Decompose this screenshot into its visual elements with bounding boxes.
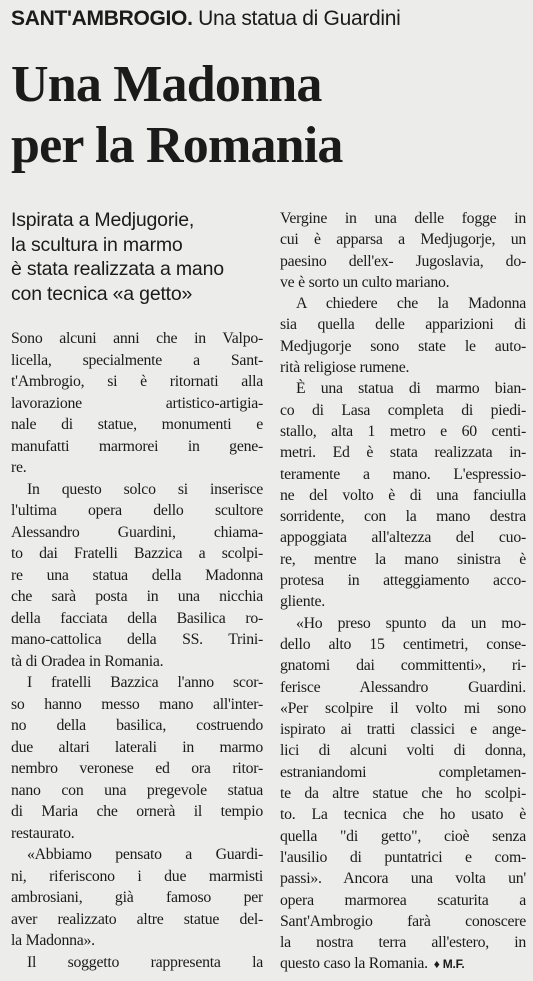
author-signature: ♦ M.F. [433,957,465,972]
text-line: gliente. [280,593,325,611]
text-line: to. La tecnica che ho usato è [280,806,526,824]
text-line: ve è sorto un culto mariano. [280,273,450,291]
text-line: «Per scolpire il volto mi sono [280,699,526,717]
text-line: l'ausilio di puntatrici e com- [280,848,526,866]
text-line: ambrosiani, già famoso per [11,889,263,906]
text-line: manufatti marmorei in gene- [11,437,263,455]
text-line: tà di Oradea in Romania. [11,652,164,670]
kicker [11,6,401,32]
subheading-line: con tecnica «a getto» [11,282,193,305]
text-line: l'ultima opera dello scultore [11,502,263,519]
text-line: appoggiata all'altezza del cuo- [280,529,526,547]
subheading-line: la scultura in marmo [11,233,183,256]
subheading [11,208,263,306]
text-line: restaurato. [11,824,75,842]
kicker-topic: Una statua di Guardini [198,7,401,30]
text-line: teramente a mano. L'espressio- [280,465,526,483]
text-line: la nostra terra all'estero, in [280,934,526,952]
headline-line: per la Romania [11,117,343,174]
text-line: questo caso la Romania. ♦ M.F. [280,955,465,973]
text-line: che sarà posta in una nicchia [11,588,263,605]
body-text-right [280,208,526,975]
text-line: estraniandomi completamen- [280,763,526,781]
text-line: stallo, alta 1 metro e 60 centi- [280,422,526,440]
text-line: mano-cattolica della SS. Trini- [11,631,263,648]
text-line: gnatomi dai committenti», ri- [280,657,526,675]
text-line: to dai Fratelli Bazzica a scolpi- [11,545,263,562]
text-line: re. [11,459,27,476]
text-line: ni, riferiscono i due marmisti [11,867,263,885]
text-line: aver realizzato altre statue del- [11,910,263,928]
text-line: te da altre statue che ho scolpi- [280,785,526,803]
text-line: Sant'Ambrogio farà conoscere [280,912,526,930]
text-line: due altari laterali in marmo [11,738,263,756]
text-line: «Ho preso spunto da un mo- [296,614,526,632]
text-line: nembro veronese ed ora ritor- [11,760,263,777]
text-line: di Maria che ornerà il tempio [11,803,263,820]
text-line: re, mentre la mano sinistra è [280,550,526,568]
text-line: lavorazione artistico-artigia- [11,394,263,412]
text-line: I fratelli Bazzica l'anno scor- [27,674,263,691]
kicker-section: SANT'AMBROGIO. [11,7,193,30]
headline-line: Una Madonna [11,56,322,113]
text-line: Vergine in una delle fogge in [280,210,526,227]
text-line: nale di statue, monumenti e [11,416,263,433]
body-text-left [11,328,263,973]
text-line: t'Ambrogio, si è ritornati alla [11,373,263,390]
subheading-line: è stata realizzata a mano [11,258,224,280]
text-line: la Madonna». [11,932,95,949]
text-line: Alessandro Guardini, chiama- [11,523,263,541]
text-line: Medjugorje sono state le auto- [280,337,526,355]
article-column-right [280,208,526,975]
text-line: nano con una pregevole statua [11,781,263,799]
text-line: licella, specialmente a Sant- [11,351,263,369]
text-line: co di Lasa completa di piedi- [280,401,526,419]
text-line: ferisce Alessandro Guardini. [280,678,526,696]
text-line: ispirato ai tratti classici e ange- [280,721,526,739]
text-line: paesino dell'ex- Jugoslavia, do- [280,252,526,270]
text-line: lici di alcuni volti di donna, [280,742,526,760]
text-line: A chiedere che la Madonna [296,295,526,313]
text-line: cui è apparsa a Medjugorje, un [280,231,526,249]
text-line: protesa in atteggiamento acco- [280,572,526,590]
text-line: opera marmorea scaturita a [280,891,526,909]
text-line: no della basilica, costruendo [11,717,263,734]
headline [11,54,526,176]
text-line: «Abbiamo pensato a Guardi- [27,846,263,863]
subheading-line: Ispirata a Medjugorie, [11,209,195,231]
text-line: so hanno messo mano all'inter- [11,695,263,713]
text-line: Il soggetto rappresenta la [27,953,263,971]
text-line: passi». Ancora una volta un' [280,870,526,888]
text-line: quella "di getto", cioè senza [280,827,526,845]
text-line: metri. Ed è stata realizzata in- [280,444,526,462]
text-line: dello alto 15 centimetri, conse- [280,635,526,653]
text-line: Sono alcuni anni che in Valpo- [11,330,263,347]
text-line: ne del volto è di una fanciulla [280,486,526,504]
text-line: sorridente, con la mano destra [280,508,526,526]
text-line: re una statua della Madonna [11,566,263,584]
text-line: rità religiose rumene. [280,359,410,377]
text-line: In questo solco si inserisce [27,480,263,498]
text-line: sia quella delle apparizioni di [280,316,526,334]
text-line: È una statua di marmo bian- [296,380,526,398]
text-line: della facciata della Basilica ro- [11,609,263,627]
article-column-left [11,208,263,973]
